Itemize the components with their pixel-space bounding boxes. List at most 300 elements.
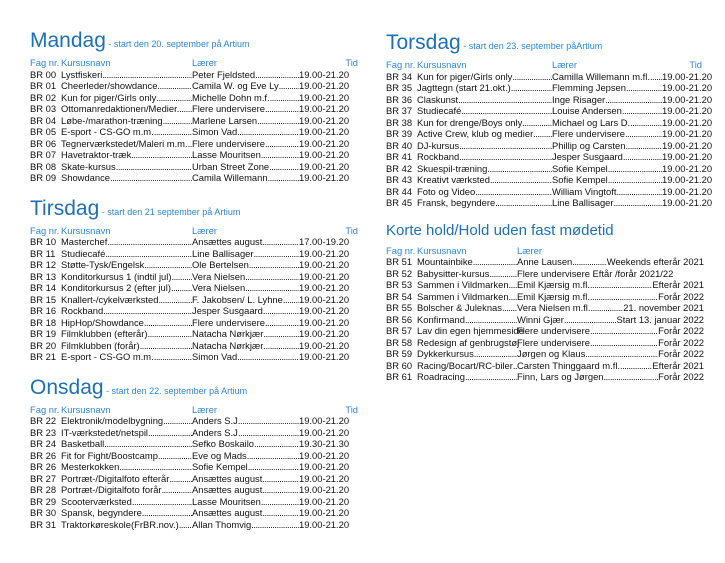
course-name-cell: [61, 473, 192, 485]
course-code: BR 43: [386, 174, 413, 185]
course-name: Filmklubben (forår): [61, 339, 140, 351]
course-teacher: Simon Vad: [192, 351, 238, 362]
course-name: Rockband: [61, 305, 104, 316]
course-name-cell: [61, 248, 192, 260]
course-name-cell: [61, 484, 192, 496]
course-name-cell: [417, 186, 552, 198]
table-row: [30, 103, 360, 115]
course-teacher: Sofie Kempel: [552, 174, 608, 185]
course-teacher-cell: [192, 172, 299, 184]
course-code: BR 42: [386, 162, 413, 174]
course-teacher-cell: [192, 427, 299, 439]
course-time: 19.00-21.20: [662, 82, 713, 93]
course-time: 19.00-21.20: [299, 305, 350, 316]
course-name-cell: [61, 271, 192, 283]
course-code: BR 40: [386, 139, 413, 151]
course-time: 19.00-21.20: [662, 139, 713, 151]
course-teacher-cell: [192, 294, 299, 306]
course-name: Studiecafé: [417, 105, 462, 116]
table-row: [386, 256, 704, 268]
course-name: Basketball: [61, 438, 105, 449]
course-name-cell: [61, 138, 192, 150]
course-code: BR 38: [386, 116, 413, 128]
course-teacher-cell: [192, 259, 299, 271]
course-teacher: Eve og Mads: [192, 449, 247, 461]
course-teacher-time-cell: [517, 348, 704, 360]
course-teacher: Natacha Nørkjær: [192, 339, 264, 351]
course-name: Portræt-/Digitalfoto efterår: [61, 472, 170, 484]
course-teacher-cell: [192, 328, 299, 340]
course-code: BR 14: [30, 282, 57, 293]
header-time: Tid: [345, 224, 358, 236]
course-code: BR 61: [386, 371, 413, 382]
table-row: [386, 348, 704, 360]
course-time: 19.00-21.20: [299, 282, 350, 293]
right-column: [386, 31, 713, 397]
course-code: BR 19: [30, 328, 57, 339]
course-name: Mountainbike: [417, 256, 473, 267]
course-code: BR 51: [386, 256, 413, 267]
course-teacher-time-cell: [517, 325, 704, 337]
course-name: Fransk, begyndere: [417, 197, 496, 208]
course-teacher: Sefko Boskailo: [192, 438, 255, 449]
course-name-cell: [417, 291, 517, 303]
course-time: 19.00-21.20: [662, 105, 713, 116]
course-code: BR 16: [30, 305, 57, 316]
course-time: 19.00-21.20: [662, 93, 713, 105]
course-code: BR 26: [30, 449, 57, 461]
header-teacher: Lærer: [192, 224, 218, 236]
course-name-cell: [417, 163, 552, 175]
table-row: [30, 69, 360, 81]
course-code: BR 18: [30, 316, 57, 328]
section-heading: [30, 30, 360, 51]
table-row: [30, 282, 360, 294]
course-name: Ottomanredaktionen/Medier.: [61, 103, 180, 114]
course-teacher-cell: [192, 126, 299, 138]
header-time: Tid: [345, 57, 358, 68]
course-teacher-cell: [192, 92, 299, 104]
course-name: Dykkerkursus: [417, 348, 474, 359]
course-teacher: Emil Kjærsig m.fl.: [517, 279, 590, 290]
course-teacher: Jesper Susgaard: [552, 151, 623, 162]
course-teacher: Flere undervisere: [517, 336, 590, 348]
course-code: BR 34: [386, 70, 413, 82]
course-code: BR 22: [30, 415, 57, 426]
course-teacher: Camila Willemann: [192, 172, 268, 183]
course-time: 19.00-21.20: [299, 328, 350, 339]
course-teacher-cell: [552, 71, 662, 83]
course-teacher-cell: [192, 438, 299, 450]
course-teacher: Jesper Susgaard: [192, 305, 263, 316]
table-row: [386, 162, 713, 175]
table-header-row: [30, 225, 360, 237]
course-teacher: Ole Bertelsen: [192, 259, 249, 270]
course-name: Kun for piger/Girls only: [417, 70, 513, 82]
table-row: [30, 271, 360, 283]
course-name-cell: [61, 438, 192, 450]
course-teacher-cell: [192, 282, 299, 294]
course-code: BR 28: [30, 484, 57, 495]
course-teacher: Carsten Thinggaard m.fl.: [517, 359, 621, 371]
course-teacher-cell: [192, 507, 299, 519]
table-row: [30, 126, 360, 138]
section-heading: [30, 198, 360, 219]
course-name: Lav din egen hjemmeside: [417, 325, 524, 336]
section-subtitle: - start den 23. september påArtium: [460, 41, 603, 51]
course-code: BR 44: [386, 185, 413, 197]
course-name: Støtte-Tysk/Engelsk: [61, 259, 145, 270]
course-teacher: Vera Nielsen: [192, 282, 246, 293]
course-teacher-cell: [192, 496, 299, 508]
course-time: Forår 2022: [658, 325, 704, 336]
course-time: 19.00-21.20: [299, 484, 350, 495]
table-row: [386, 105, 713, 117]
section-onsdag: [30, 377, 360, 531]
course-time: 19.00-21.20: [662, 174, 713, 185]
course-name: Mesterkokken: [61, 461, 120, 472]
course-teacher: Phillip og Carsten: [552, 139, 626, 151]
course-time: 19.30-21.30: [299, 438, 350, 449]
section-tirsdag: [30, 198, 360, 363]
table-row: [30, 259, 360, 271]
table-row: [386, 360, 704, 372]
course-name: Rockband: [417, 151, 460, 162]
course-code: BR 23: [30, 426, 57, 438]
course-time: Forår 2022: [658, 348, 704, 359]
table-row: [30, 149, 360, 161]
course-name: Portræt-/Digitalfoto forår: [61, 484, 162, 495]
table-row: [30, 473, 360, 485]
table-row: [30, 351, 360, 363]
course-name: Bolscher & Juleknas: [417, 302, 502, 313]
course-teacher: Camilla Willemann m.fl.: [552, 70, 650, 82]
course-teacher-cell: [192, 161, 299, 173]
course-code: BR 27: [30, 472, 57, 484]
course-time: 19.00-21.20: [299, 270, 350, 282]
course-name: Sammen i Vildmarken: [417, 290, 509, 302]
course-teacher-time-cell: [517, 256, 704, 268]
course-time: 19.00-21.20: [299, 426, 350, 438]
course-teacher: Vera Nielsen m.fl.: [517, 302, 591, 313]
table-row: [386, 174, 713, 186]
course-teacher: Flemming Jepsen: [552, 82, 626, 93]
course-time: Weekends efterår 2021: [606, 256, 704, 267]
section-torsdag: [386, 31, 713, 209]
course-teacher-time-cell: [517, 268, 704, 280]
course-teacher-cell: [192, 248, 299, 260]
course-code: BR 20: [30, 339, 57, 351]
table-row: [386, 197, 713, 209]
header-teacher: Lærer: [192, 57, 218, 68]
course-time: Efterår 2021: [652, 359, 704, 371]
course-teacher-cell: [552, 174, 662, 186]
course-name: Kun for drenge/Boys only: [417, 116, 523, 128]
course-name: Foto og Video: [417, 185, 476, 197]
course-teacher: Emil Kjærsig m.fl.: [517, 290, 590, 302]
course-time: 19.00-21.20: [299, 126, 350, 137]
course-time: 19.00-21.20: [299, 103, 350, 114]
course-time: 19.00-21.20: [299, 415, 350, 426]
course-name-cell: [61, 519, 192, 531]
course-name-cell: [417, 128, 552, 140]
section-subtitle: - start den 20. september på Artium: [105, 39, 250, 49]
course-name: Babysitter-kursus: [417, 267, 490, 279]
course-name-cell: [61, 172, 192, 184]
table-row: [30, 450, 360, 462]
course-name: DJ-kursus: [417, 139, 460, 151]
header-teacher: Lærer: [517, 244, 543, 256]
course-name-cell: [61, 259, 192, 271]
course-name: E-sport - CS-GO m.m.: [61, 126, 154, 137]
course-teacher: Vera Nielsen: [192, 270, 246, 282]
course-teacher-cell: [192, 340, 299, 352]
course-name: IT-værkstedet/netspil: [61, 426, 149, 438]
course-name-cell: [417, 197, 552, 209]
header-teacher: Lærer: [192, 403, 218, 415]
course-code: BR 59: [386, 348, 413, 359]
course-time: 19.00-21.20: [299, 339, 350, 351]
course-teacher: Ansættes august: [192, 472, 263, 484]
course-time: 19.00-21.20: [299, 495, 350, 507]
course-teacher: Inge Risager: [552, 93, 606, 105]
table-row: [30, 161, 360, 173]
course-time: 19.00-21.20: [299, 461, 350, 472]
table-row: [386, 371, 704, 383]
course-name: Filmklubben (efterår): [61, 328, 148, 339]
course-name: Claskunst: [417, 93, 459, 105]
course-code: BR 09: [30, 172, 57, 183]
course-code: BR 26: [30, 461, 57, 472]
table-row: [30, 484, 360, 496]
table-row: [386, 93, 713, 106]
table-row: [30, 80, 360, 92]
course-teacher-cell: [552, 94, 662, 106]
course-time: Forår 2022: [658, 336, 704, 348]
table-row: [386, 116, 713, 129]
course-teacher: Camila W. og Eve Ly: [192, 80, 279, 91]
course-code: BR 02: [30, 91, 57, 103]
course-time: 19.00-21.20: [299, 259, 350, 270]
course-name: Roadracing: [417, 371, 465, 382]
course-name-cell: [61, 351, 192, 363]
course-teacher-cell: [192, 271, 299, 283]
course-teacher: Michelle Dohn m.f.: [192, 91, 270, 103]
course-name-cell: [61, 450, 192, 462]
table-row: [386, 268, 704, 280]
course-time: 19.00-21.20: [299, 293, 350, 305]
course-name: Sammen i Vildmarken: [417, 279, 509, 290]
course-teacher: Louise Andersen: [552, 105, 622, 116]
table-row: [30, 461, 360, 473]
course-teacher: Natacha Nørkjær: [192, 328, 264, 339]
course-name-cell: [417, 268, 517, 280]
table-row: [30, 317, 360, 329]
course-table: [386, 245, 704, 383]
table-row: [30, 427, 360, 439]
section-mandag: [30, 30, 360, 184]
table-row: [386, 325, 704, 337]
course-teacher: F. Jakobsen/ L. Lyhne: [192, 293, 283, 305]
course-teacher: Michael og Lars D.: [552, 116, 631, 128]
course-name-cell: [61, 328, 192, 340]
course-name: Løbe-/marathon-træning: [61, 114, 163, 126]
course-code: BR 07: [30, 149, 57, 160]
section-subtitle: - start den 22. september på Artium: [103, 385, 248, 396]
course-name-cell: [417, 336, 520, 349]
course-teacher: Flere undervisere Eftår /forår 2021/22: [517, 267, 674, 279]
course-teacher-cell: [192, 115, 299, 127]
course-teacher: Ansættes august: [192, 507, 263, 518]
section-title: Korte hold/Hold uden fast mødetid: [386, 221, 614, 239]
header-time: Tid: [345, 403, 358, 415]
course-name-cell: [61, 115, 192, 127]
course-code: BR 21: [30, 351, 57, 362]
course-teacher: Peter Fjeldsted: [192, 68, 256, 80]
course-time: 17.00-19.20: [299, 236, 350, 247]
course-teacher: Ansættes august: [192, 236, 263, 247]
course-time: 19.00-21.20: [299, 172, 350, 183]
course-teacher: Sofie Kempel: [192, 461, 248, 472]
course-table: [30, 57, 360, 184]
course-name: Scooterværksted: [61, 495, 132, 507]
course-name-cell: [61, 294, 192, 306]
course-time: 21. november 2021: [623, 302, 704, 313]
course-time: 19.00-21.20: [662, 151, 713, 162]
table-row: [386, 151, 713, 163]
course-teacher: Finn, Lars og Jørgen: [517, 371, 604, 382]
course-name-cell: [61, 317, 192, 329]
section-subtitle: - start den 21 september på Artium: [99, 206, 241, 217]
course-name-cell: [417, 117, 552, 129]
course-code: BR 08: [30, 160, 57, 172]
course-time: Start 13. januar 2022: [616, 313, 704, 325]
table-row: [30, 438, 360, 450]
course-name: Masterchef: [61, 236, 108, 247]
table-row: [386, 82, 713, 94]
left-column: [30, 30, 360, 544]
table-header-row: [30, 404, 360, 416]
course-name: Kreativt værksted: [417, 174, 490, 185]
course-name-cell: [417, 360, 517, 372]
course-name-cell: [61, 507, 192, 519]
course-time: 19.00-21.20: [299, 149, 350, 160]
course-teacher-cell: [192, 69, 299, 81]
course-name-cell: [61, 161, 192, 173]
course-table: [30, 225, 360, 363]
course-name: Racing/Bocart/RC-biler: [417, 359, 513, 371]
course-time: Forår 2022: [658, 371, 704, 382]
section-heading: [30, 377, 360, 398]
course-teacher-cell: [552, 163, 662, 175]
course-time: 19.00-21.20: [299, 449, 350, 461]
course-time: 19.00-21.20: [299, 472, 350, 484]
course-teacher-cell: [552, 186, 662, 198]
course-teacher-cell: [192, 450, 299, 462]
course-code: BR 01: [30, 80, 57, 91]
course-name: Konditorkursus 1 (indtil jul): [61, 270, 172, 282]
table-header-row: [30, 57, 360, 69]
course-code: BR 31: [30, 518, 57, 530]
course-teacher-cell: [192, 415, 299, 427]
course-name-cell: [61, 282, 192, 294]
course-code: BR 39: [386, 128, 413, 139]
table-row: [30, 328, 360, 340]
course-teacher-cell: [192, 103, 299, 115]
course-teacher-time-cell: [517, 302, 704, 314]
course-name-cell: [417, 279, 517, 291]
course-teacher: Flere undervisere: [192, 103, 265, 114]
course-time: 19.00-21.20: [299, 507, 350, 518]
course-teacher-cell: [192, 351, 299, 363]
table-row: [386, 337, 704, 349]
course-name-cell: [61, 496, 192, 508]
course-teacher-cell: [192, 473, 299, 485]
course-time: 19.00-21.20: [299, 351, 350, 362]
table-row: [30, 340, 360, 352]
course-teacher: Simon Vad: [192, 126, 238, 137]
course-code: BR 60: [386, 359, 413, 371]
course-code: BR 10: [30, 236, 57, 247]
table-row: [30, 248, 360, 260]
course-teacher-cell: [552, 105, 662, 117]
header-code: Fag nr.: [30, 403, 60, 415]
course-name: Redesign af genbrugstøj: [417, 336, 520, 348]
course-name-cell: [417, 105, 552, 117]
course-teacher: Sofie Kempel: [552, 162, 608, 174]
course-code: BR 55: [386, 302, 413, 313]
table-row: [30, 115, 360, 127]
course-name: Konfirmand: [417, 313, 465, 325]
course-time: 19.00-21.20: [299, 114, 350, 126]
table-header-row: [386, 245, 704, 257]
table-row: [386, 279, 704, 291]
course-name: Lystfiskeri: [61, 68, 103, 80]
table-row: [30, 92, 360, 104]
course-name-cell: [417, 371, 517, 383]
section-heading: [386, 223, 704, 239]
course-code: BR 36: [386, 93, 413, 105]
course-code: BR 13: [30, 270, 57, 282]
course-teacher-cell: [552, 197, 662, 209]
course-name: Cheerleder/showdance: [61, 80, 158, 91]
course-teacher-cell: [552, 140, 662, 152]
course-name-cell: [61, 103, 192, 115]
course-teacher-time-cell: [517, 314, 704, 326]
course-teacher: Allan Thomvig: [192, 518, 252, 530]
course-name-cell: [417, 348, 517, 360]
course-name-cell: [61, 415, 192, 427]
table-row: [30, 236, 360, 248]
course-time: 19.00-21.20: [662, 185, 713, 197]
course-teacher: Anne Lausen: [517, 256, 573, 267]
course-name-cell: [61, 126, 192, 138]
course-name-cell: [417, 174, 552, 186]
course-code: BR 54: [386, 290, 413, 302]
course-code: BR 05: [30, 126, 57, 137]
table-header-row: [386, 59, 704, 71]
course-teacher: Flere undervisere: [192, 137, 265, 149]
course-name-cell: [61, 340, 192, 352]
table-row: [386, 128, 713, 140]
table-row: [30, 172, 360, 184]
course-code: BR 41: [386, 151, 413, 162]
table-row: [386, 185, 713, 198]
course-teacher-time-cell: [517, 360, 704, 372]
course-time: 19.00-21.20: [299, 91, 350, 103]
course-code: BR 00: [30, 68, 57, 80]
course-name: HipHop/Showdance: [61, 316, 144, 328]
